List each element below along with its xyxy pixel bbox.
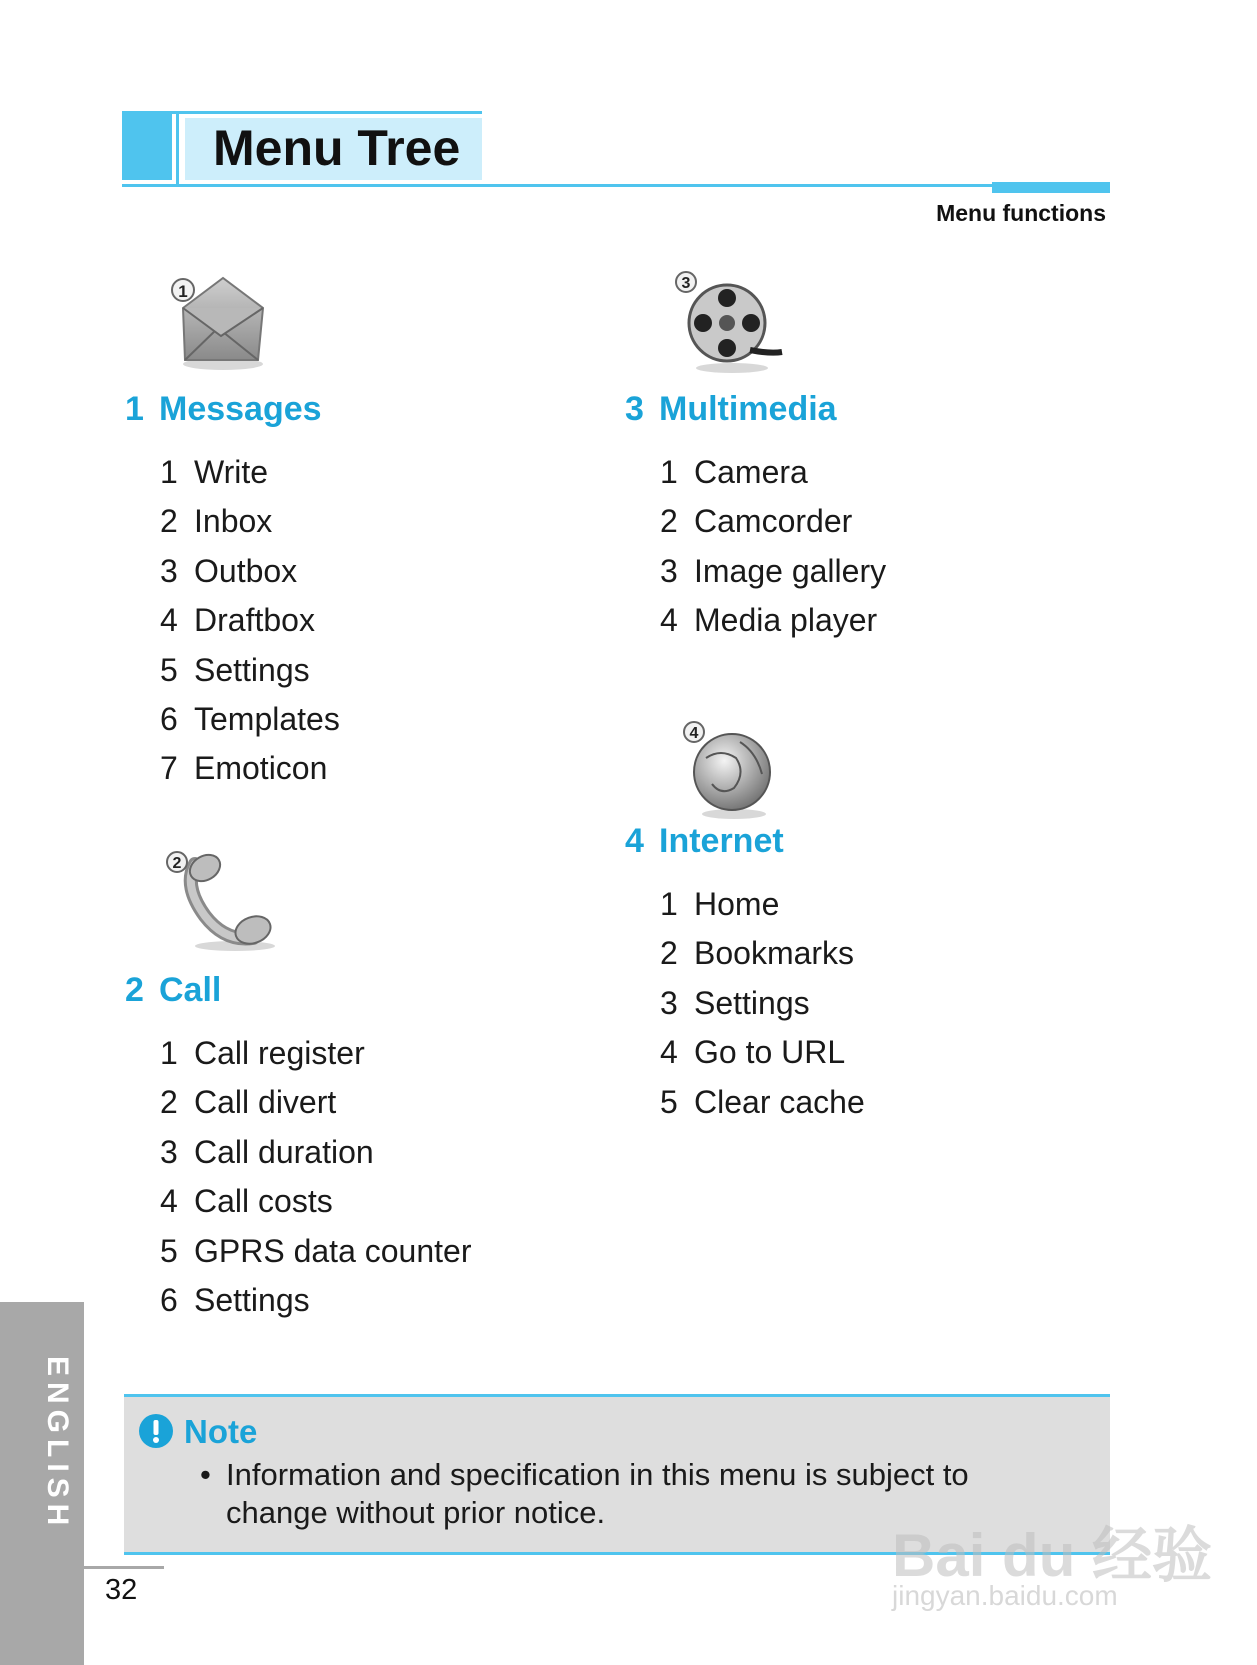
page-number-rule (84, 1566, 164, 1569)
menu-item-label: Call costs (194, 1183, 333, 1220)
menu-item-label: Inbox (194, 503, 273, 540)
menu-item-label: Call register (194, 1035, 365, 1071)
menu-item-number: 2 (660, 503, 678, 540)
section-badge: 1 (178, 282, 188, 301)
menu-item[interactable] (160, 646, 340, 695)
globe-icon (676, 718, 796, 828)
menu-item[interactable] (660, 1028, 865, 1077)
menu-item[interactable] (660, 1078, 865, 1127)
section-title: Call (159, 971, 222, 1009)
menu-item-label: Settings (194, 1281, 310, 1318)
menu-item-number: 2 (160, 503, 178, 540)
menu-item-label: Draftbox (194, 602, 315, 639)
section-number: 1 (125, 390, 144, 428)
title-square-accent (122, 112, 172, 180)
film-reel-icon (672, 268, 792, 378)
menu-item[interactable] (160, 547, 340, 596)
note-heading (138, 1413, 257, 1451)
section-number: 4 (625, 822, 644, 860)
menu-item-number: 2 (660, 935, 678, 972)
menu-item-number: 1 (660, 454, 678, 490)
menu-item-number: 3 (160, 552, 178, 589)
section-title: Internet (659, 822, 784, 860)
section-heading-call (125, 971, 221, 1010)
section-number: 3 (625, 390, 644, 428)
menu-list-call (160, 1029, 471, 1325)
phone-handset-icon (165, 846, 285, 956)
menu-list-messages (160, 448, 340, 794)
menu-item[interactable] (660, 448, 886, 497)
menu-item-number: 4 (660, 602, 678, 639)
menu-item[interactable] (160, 1128, 471, 1177)
menu-item[interactable] (160, 1177, 471, 1226)
section-number: 2 (125, 971, 144, 1009)
section-badge: 2 (172, 855, 182, 872)
menu-item-label: Camcorder (694, 503, 853, 540)
menu-list-multimedia (660, 448, 886, 646)
header-rule (122, 184, 1110, 187)
menu-item[interactable] (660, 880, 865, 929)
menu-item-label: Bookmarks (694, 935, 855, 972)
menu-item-label: GPRS data counter (194, 1232, 472, 1269)
menu-item[interactable] (660, 929, 865, 978)
menu-item-label: Templates (194, 700, 340, 737)
menu-item-label: Settings (194, 651, 310, 688)
menu-item-label: Home (694, 886, 780, 922)
menu-item-number: 5 (660, 1083, 678, 1120)
menu-list-internet (660, 880, 865, 1127)
menu-item-number: 1 (160, 1035, 178, 1071)
menu-item[interactable] (160, 695, 340, 744)
menu-item[interactable] (660, 979, 865, 1028)
title-divider (176, 111, 179, 186)
page-number: 32 (105, 1574, 138, 1606)
menu-item-number: 1 (660, 886, 678, 922)
menu-item-number: 5 (160, 1232, 178, 1269)
menu-item-number: 3 (160, 1133, 178, 1170)
menu-item-label: Call duration (194, 1133, 374, 1170)
menu-item-label: Emoticon (194, 750, 328, 787)
section-call-icon-wrap (165, 846, 285, 961)
menu-item-label: Clear cache (694, 1083, 865, 1120)
envelope-icon (163, 268, 283, 378)
menu-item[interactable] (160, 1078, 471, 1127)
menu-item[interactable] (660, 596, 886, 645)
menu-item-label: Media player (694, 602, 878, 639)
menu-item[interactable] (160, 497, 340, 546)
menu-item-number: 4 (160, 602, 178, 639)
menu-item[interactable] (660, 497, 886, 546)
side-tab-label: ENGLISH (41, 1356, 74, 1532)
menu-item-label: Settings (694, 984, 810, 1021)
menu-item[interactable] (160, 1227, 471, 1276)
header-rule-accent (992, 182, 1110, 193)
menu-item-number: 4 (160, 1183, 178, 1220)
menu-item-number: 7 (160, 750, 178, 787)
menu-item-number: 2 (160, 1084, 178, 1121)
menu-item[interactable] (160, 1029, 471, 1078)
menu-item-number: 3 (660, 984, 678, 1021)
page-subtitle: Menu functions (936, 200, 1106, 226)
section-badge: 4 (689, 725, 699, 742)
menu-item[interactable] (160, 744, 340, 793)
watermark-url: jingyan.baidu.com (892, 1580, 1118, 1611)
menu-item[interactable] (660, 547, 886, 596)
note-title: Note (184, 1413, 258, 1450)
section-internet-icon-wrap (676, 718, 796, 833)
section-badge: 3 (681, 275, 691, 292)
menu-item-label: Outbox (194, 552, 298, 589)
menu-item-label: Camera (694, 454, 808, 490)
menu-item-label: Call divert (194, 1084, 337, 1121)
section-heading-multimedia (625, 390, 837, 429)
menu-item-number: 1 (160, 454, 178, 490)
menu-item-label: Go to URL (694, 1034, 846, 1071)
watermark-logo: Bai du 经验 (892, 1522, 1213, 1589)
menu-item-number: 4 (660, 1034, 678, 1071)
menu-item-label: Write (194, 454, 269, 490)
menu-item-number: 6 (160, 1281, 178, 1318)
note-text: Information and specification in this menu is subject to change without prior notice. (226, 1457, 969, 1530)
section-messages-icon-wrap (163, 268, 283, 383)
section-title: Messages (159, 390, 322, 428)
note-bullet: • (200, 1457, 211, 1492)
menu-item[interactable] (160, 448, 340, 497)
exclamation-icon (138, 1413, 174, 1449)
section-heading-internet (625, 822, 784, 861)
menu-item[interactable] (160, 596, 340, 645)
menu-item-number: 5 (160, 651, 178, 688)
section-title: Multimedia (659, 390, 837, 428)
menu-item-number: 6 (160, 700, 178, 737)
menu-item-label: Image gallery (694, 552, 887, 589)
section-multimedia-icon-wrap (672, 268, 792, 383)
section-heading-messages (125, 390, 322, 429)
menu-item-number: 3 (660, 552, 678, 589)
page-title: Menu Tree (213, 120, 461, 176)
menu-item[interactable] (160, 1276, 471, 1325)
